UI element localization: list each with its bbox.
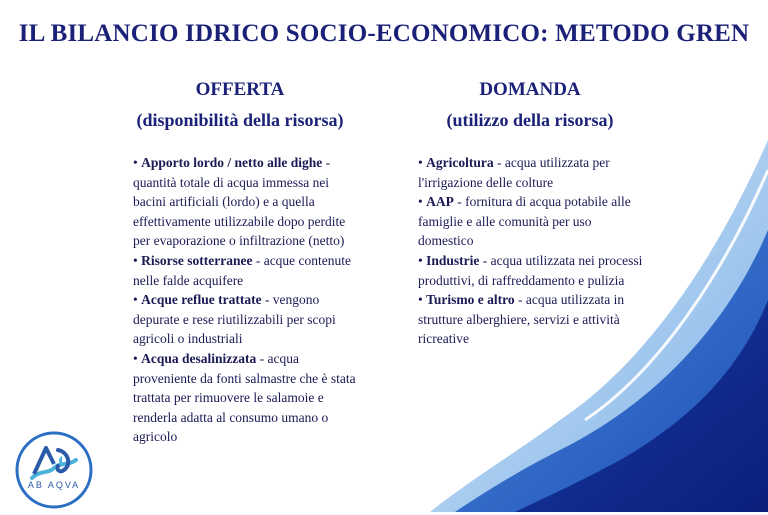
item-title: Turismo e altro [426,292,515,308]
item-title: Risorse sotterranee [141,252,253,268]
item-description: - acqua proveniente da fonti salmastre che è stata trattata per rimuovere le salamoie e renderla adatta al consumo umano o agricolo [133,350,356,445]
page-title: IL BILANCIO IDRICO SOCIO-ECONOMICO: METODO GREN [18,20,750,47]
item-description: - fornitura di acqua potabile alle famiglie e alle comunità per uso domestico [418,194,631,249]
item-description: - acqua utilizzata in strutture alberghiere, servizi e attività ricreative [418,292,625,347]
item-title: Apporto lordo / netto alle dighe [141,155,323,170]
item-description: - quantità totale di acqua immessa nei bacini artificiali (lordo) e a quella effettivamente utilizzabile dopo perdite per evaporazione o infiltrazione (netto) [133,155,346,249]
offerta-item: • Risorse sotterranee - acque contenute nelle falde acquifere [133,252,352,288]
domanda-item: • Industrie - acqua utilizzata nei processi produttivi, di raffreddamento e pulizia [418,252,643,288]
item-title: Agricoltura [426,155,494,170]
item-title: Acque reflue trattate [141,292,262,308]
item-title: Acqua desalinizzata [141,350,257,366]
ab-aqva-logo [14,430,94,510]
offerta-header [120,78,360,132]
offerta-heading: OFFERTA [195,79,285,100]
domanda-item: • AAP - fornitura di acqua potabile alle famiglie e alle comunità per uso domestico [418,194,631,249]
item-description: - acqua utilizzata per l'irrigazione delle colture [418,155,610,190]
domanda-subheading: (utilizzo della risorsa) [446,110,614,130]
item-title: Industrie [426,252,480,268]
domanda-heading: DOMANDA [479,79,581,100]
logo-text: AB AQVA [27,480,81,490]
item-title: AAP [426,194,454,210]
offerta-item: • Acque reflue trattate - vengono depurate e rese riutilizzabili per scopi agricoli o industriali [133,292,336,347]
item-description: - acqua utilizzata nei processi produttivi, di raffreddamento e pulizia [418,252,643,288]
logo-mark-icon [14,430,94,510]
offerta-item: • Acqua desalinizzata - acqua proveniente da fonti salmastre che è stata trattata per rimuovere le salamoie e renderla adatta al consumo umano o agricolo [133,350,356,445]
domanda-item: • Turismo e altro - acqua utilizzata in strutture alberghiere, servizi e attività ricreative [418,292,625,347]
domanda-item: • Agricoltura - acqua utilizzata per l'irrigazione delle colture [418,155,610,190]
offerta-list [133,153,365,447]
domanda-header [410,78,650,132]
item-description: - acque contenute nelle falde acquifere [133,252,352,288]
domanda-list [418,153,643,349]
offerta-subheading: (disponibilità della risorsa) [136,110,344,130]
offerta-item: • Apporto lordo / netto alle dighe - quantità totale di acqua immessa nei bacini artificiali (lordo) e a quella effettivamente utilizzabile dopo perdite per evaporazione o infiltrazione (netto) [133,155,346,249]
item-description: - vengono depurate e rese riutilizzabili per scopi agricoli o industriali [133,292,336,347]
